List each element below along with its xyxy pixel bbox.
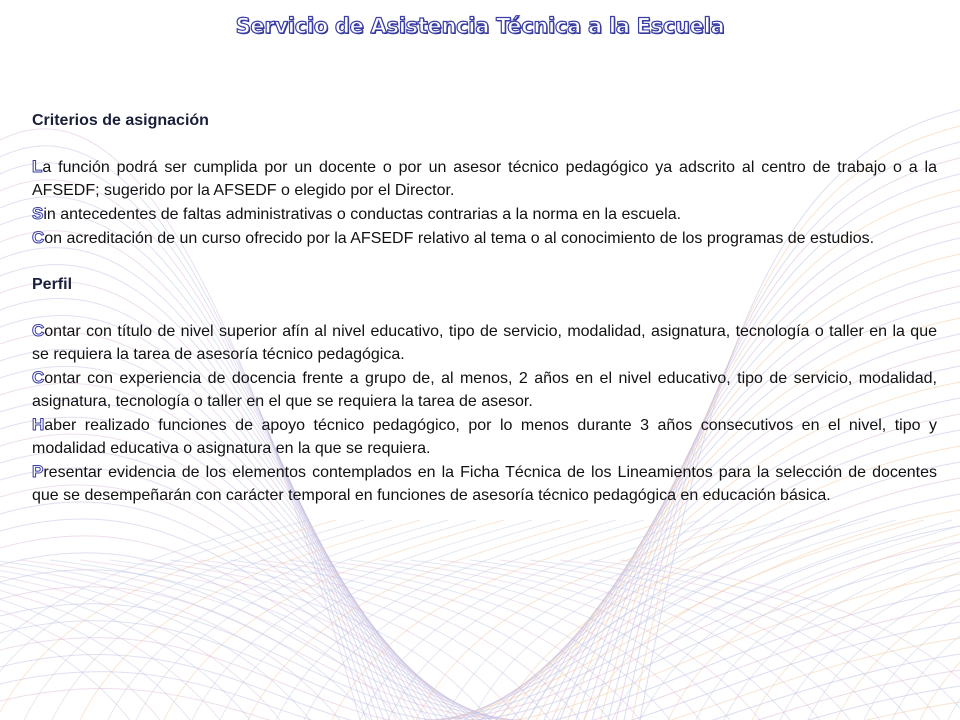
- criterio-item: [32, 202, 937, 226]
- criterios-heading: Criterios de asignación: [32, 112, 209, 129]
- perfil-heading: Perfil: [32, 276, 73, 293]
- decor-line: [200, 560, 580, 720]
- decor-line: [920, 520, 960, 720]
- decor-line: [388, 520, 728, 720]
- decor-line: [220, 520, 560, 720]
- slide-content: [32, 109, 937, 507]
- perfil-text: ontar con experiencia de docencia frente a grupo de, al menos, 2 años en el nivel educativo, tipo de servicio, modalidad, asignatura, tecnología o taller en el que se requiera la tarea de asesor.: [32, 370, 937, 410]
- decor-line: [836, 520, 960, 720]
- perfil-item: [32, 460, 937, 507]
- drop-letter: C: [32, 368, 45, 387]
- perfil-text: ontar con título de nivel superior afín al nivel educativo, tipo de servicio, modalidad, asignatura, tecnología o taller en la que se requiera la tarea de asesoría técnico pedagógica.: [32, 323, 937, 363]
- decor-line: [110, 560, 490, 720]
- decor-line: [892, 520, 960, 720]
- drop-letter: C: [32, 321, 45, 340]
- drop-letter: P: [32, 462, 44, 481]
- perfil-item: [32, 366, 937, 413]
- perfil-text: resentar evidencia de los elementos contemplados en la Ficha Técnica de los Lineamientos para la selección de docentes que se desempeñarán con carácter temporal en funciones de asesoría técnico pedagógica en educación básica.: [32, 464, 937, 504]
- drop-letter: L: [32, 157, 43, 176]
- drop-letter: H: [32, 415, 45, 434]
- slide-title: Servicio de Asistencia Técnica a la Escuela: [235, 14, 725, 38]
- perfil-item: [32, 319, 937, 366]
- criterio-item: [32, 226, 937, 250]
- criterio-text: in antecedentes de faltas administrativas o conductas contrarias a la norma en la escuela.: [43, 206, 682, 223]
- perfil-item: [32, 413, 937, 460]
- criterio-text: on acreditación de un curso ofrecido por la AFSEDF relativo al tema o al conocimiento de los programas de estudios.: [44, 230, 875, 247]
- decor-line: [530, 560, 910, 720]
- perfil-text: aber realizado funciones de apoyo técnico pedagógico, por lo menos durante 3 años consecutivos en el nivel, tipo y modalidad educativa o asignatura en la que se requiera.: [32, 417, 937, 457]
- decor-line: [230, 560, 610, 720]
- drop-letter: S: [32, 204, 44, 223]
- decor-line: [948, 520, 960, 720]
- criterio-item: [32, 155, 937, 202]
- criterio-text: a función podrá ser cumplida por un docente o por un asesor técnico pedagógico ya adscrito al centro de trabajo o a la AFSEDF; sugerido por la AFSEDF o elegido por el Director.: [32, 159, 937, 199]
- decor-line: [752, 520, 960, 720]
- drop-letter: C: [32, 228, 45, 247]
- decor-line: [164, 520, 504, 720]
